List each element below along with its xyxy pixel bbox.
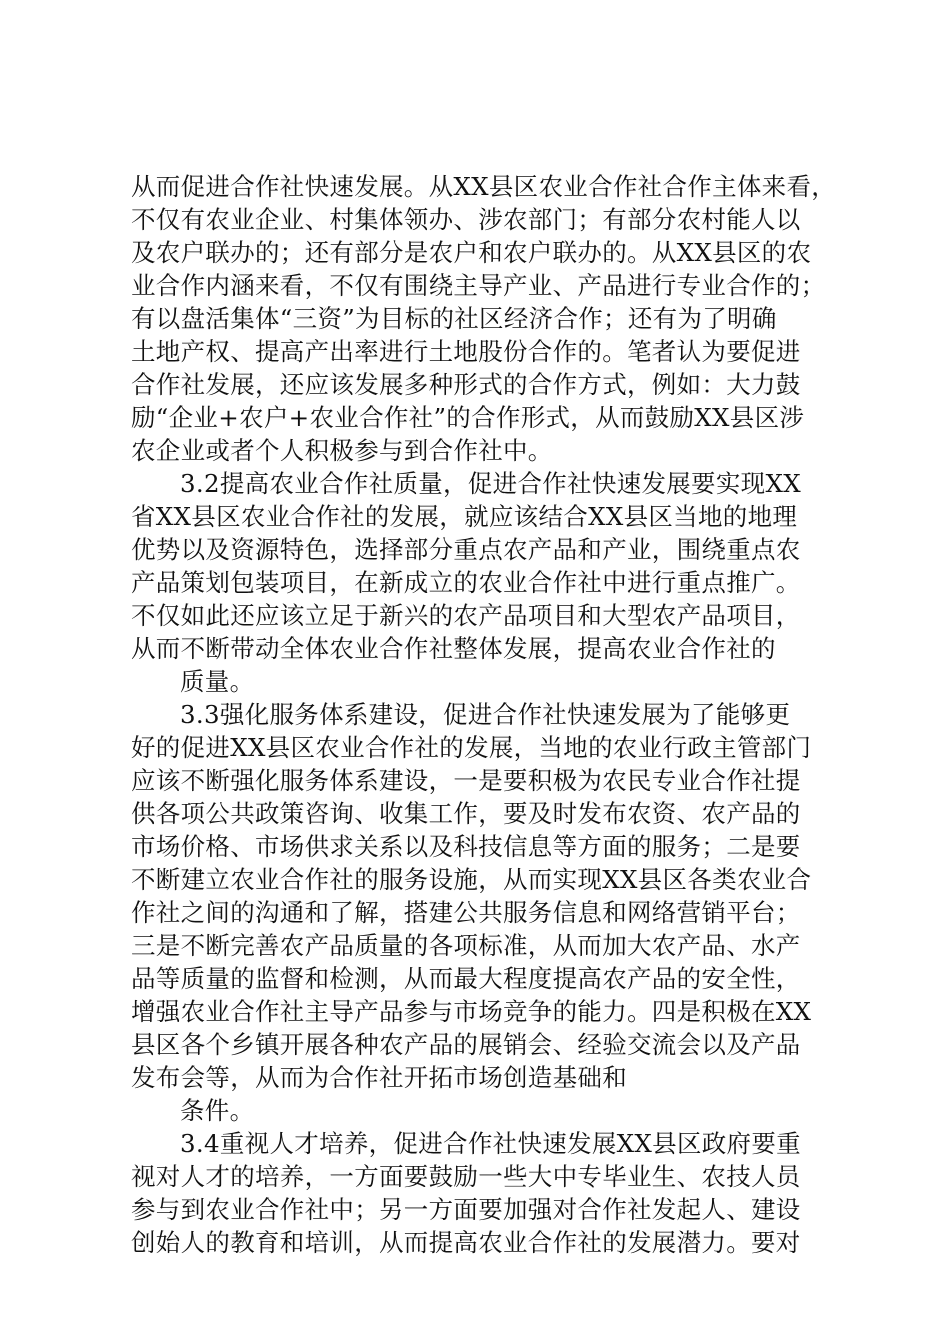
text-line: 参与到农业合作社中；另一方面要加强对合作社发起人、建设 xyxy=(131,1195,801,1224)
text-line: 3.4重视人才培养，促进合作社快速发展XX县区政府要重 xyxy=(180,1129,801,1158)
text-line: 供各项公共政策咨询、收集工作，要及时发布农资、农产品的 xyxy=(131,799,801,828)
text-line: 不断建立农业合作社的服务设施，从而实现XX县区各类农业合 xyxy=(131,865,812,894)
text-line: 3.3强化服务体系建设，促进合作社快速发展为了能够更 xyxy=(180,700,791,729)
text-line: 作社之间的沟通和了解，搭建公共服务信息和网络营销平台； xyxy=(131,898,801,927)
text-line: 县区各个乡镇开展各种农产品的展销会、经验交流会以及产品 xyxy=(131,1030,801,1059)
text-line: 及农户联办的；还有部分是农户和农户联办的。从XX县区的农 xyxy=(131,238,812,267)
text-line: 三是不断完善农产品质量的各项标准，从而加大农产品、水产 xyxy=(131,931,801,960)
text-line: 不仅如此还应该立足于新兴的农产品项目和大型农产品项目， xyxy=(131,601,801,630)
text-line: 视对人才的培养，一方面要鼓励一些大中专毕业生、农技人员 xyxy=(131,1162,801,1191)
text-line: 优势以及资源特色，选择部分重点农产品和产业，围绕重点农 xyxy=(131,535,801,564)
text-line: 条件。 xyxy=(180,1096,255,1125)
text-line: 土地产权、提高产出率进行土地股份合作的。笔者认为要促进 xyxy=(131,337,801,366)
text-line: 省XX县区农业合作社的发展，就应该结合XX县区当地的地理 xyxy=(131,502,798,531)
text-line: 业合作内涵来看，不仅有围绕主导产业、产品进行专业合作的； xyxy=(131,271,826,300)
text-line: 质量。 xyxy=(180,667,255,696)
text-line: 创始人的教育和培训，从而提高农业合作社的发展潜力。要对 xyxy=(131,1228,801,1257)
text-line: 有以盘活集体“三资”为目标的社区经济合作；还有为了明确 xyxy=(131,304,777,333)
text-line: 发布会等，从而为合作社开拓市场创造基础和 xyxy=(131,1063,627,1092)
text-line: 合作社发展，还应该发展多种形式的合作方式，例如：大力鼓 xyxy=(131,370,801,399)
text-line: 3.2提高农业合作社质量，促进合作社快速发展要实现XX xyxy=(180,469,801,498)
text-line: 产品策划包装项目，在新成立的农业合作社中进行重点推广。 xyxy=(131,568,801,597)
text-line: 从而促进合作社快速发展。从XX县区农业合作社合作主体来看， xyxy=(131,172,837,201)
text-line: 应该不断强化服务体系建设，一是要积极为农民专业合作社提 xyxy=(131,766,801,795)
text-line: 增强农业合作社主导产品参与市场竞争的能力。四是积极在XX xyxy=(131,997,812,1026)
text-line: 不仅有农业企业、村集体领办、涉农部门；有部分农村能人以 xyxy=(131,205,801,234)
text-line: 励“企业+农户+农业合作社”的合作形式，从而鼓励XX县区涉 xyxy=(131,403,805,432)
text-line: 好的促进XX县区农业合作社的发展，当地的农业行政主管部门 xyxy=(131,733,812,762)
text-line: 市场价格、市场供求关系以及科技信息等方面的服务；二是要 xyxy=(131,832,801,861)
body-text xyxy=(131,170,851,1259)
text-line: 农企业或者个人积极参与到合作社中。 xyxy=(131,436,553,465)
text-line: 品等质量的监督和检测，从而最大程度提高农产品的安全性， xyxy=(131,964,801,993)
text-line: 从而不断带动全体农业合作社整体发展，提高农业合作社的 xyxy=(131,634,776,663)
